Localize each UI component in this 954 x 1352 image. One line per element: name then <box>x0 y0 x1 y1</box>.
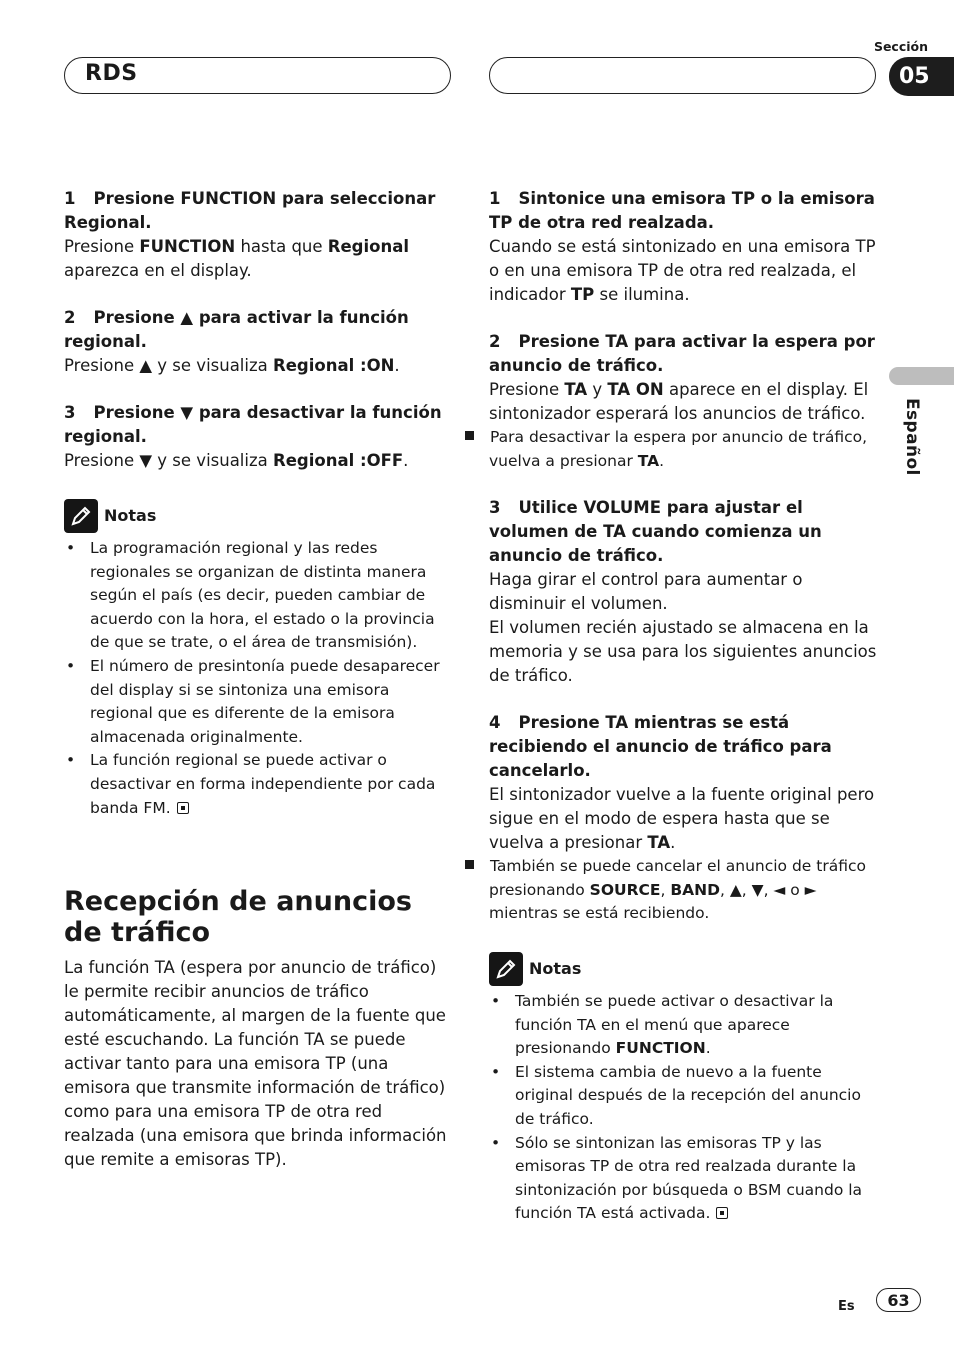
step-body: Presione ▼ y se visualiza Regional :OFF. <box>64 451 409 470</box>
page-number: 63 <box>876 1288 921 1312</box>
step-title: 2 Presione TA para activar la espera por anuncio de tráfico. <box>489 332 875 375</box>
section-heading: Recepción de anuncios de tráfico <box>64 886 412 949</box>
notes-header <box>489 952 877 986</box>
step-title: 4 Presione TA mientras se está recibiendo el anuncio de tráfico para cancelarlo. <box>489 713 832 781</box>
square-bullet-icon <box>465 860 474 869</box>
language-code: Es <box>838 1299 855 1314</box>
notes-header <box>64 499 454 533</box>
end-mark-icon <box>177 802 189 814</box>
list-item: • Sólo se sintonizan las emisoras TP y las emisoras TP de otra red realzada durante la sintonización por búsqueda o BSM cuando la función TA está activada. <box>489 1132 877 1226</box>
notes-label: Notas <box>104 506 157 525</box>
section-label: Sección <box>873 39 929 54</box>
step-body: El volumen recién ajustado se almacena en la memoria y se usa para los siguientes anuncios de tráfico. <box>489 618 877 686</box>
step-body: Cuando se está sintonizado en una emisora TP o en una emisora TP de otra red realzada, el indicador TP se ilumina. <box>489 237 876 304</box>
step-note: También se puede cancelar el anuncio de tráfico presionando SOURCE, BAND, ▲, ▼, ◄ o ► mientras se está recibiendo. <box>489 855 877 926</box>
language-label: Español <box>902 398 922 476</box>
list-item: • El sistema cambia de nuevo a la fuente original después de la recepción del anuncio de tráfico. <box>489 1061 877 1132</box>
list-item: • El número de presintonía puede desaparecer del display si se sintoniza una emisora regional que es diferente de la emisora almacenada originalmente. <box>64 655 454 749</box>
pencil-icon <box>64 499 98 533</box>
left-column <box>64 187 454 1172</box>
step-title: 1 Sintonice una emisora TP o la emisora TP de otra red realzada. <box>489 189 875 232</box>
step-title: 3 Utilice VOLUME para ajustar el volumen de TA cuando comienza un anuncio de tráfico. <box>489 498 822 566</box>
section-title: RDS <box>85 61 138 86</box>
list-item: • La función regional se puede activar o desactivar en forma independiente por cada banda FM. <box>64 749 454 820</box>
step-title: 2 Presione ▲ para activar la función regional. <box>64 308 409 351</box>
step-body: Presione TA y TA ON aparece en el display. El sintonizador esperará los anuncios de tráfico. <box>489 380 869 423</box>
notes-label: Notas <box>529 958 582 978</box>
square-bullet-icon <box>465 431 474 440</box>
language-tab <box>889 367 954 385</box>
step-body: Haga girar el control para aumentar o disminuir el volumen. <box>489 570 803 614</box>
step-body: Presione FUNCTION hasta que Regional aparezca en el display. <box>64 237 410 280</box>
list-item: • La programación regional y las redes regionales se organizan de distinta manera según el país (es decir, pueden cambiar de acuerdo con la hora, el estado o la provincia de que se trate, o el área de transmisión). <box>64 537 454 655</box>
notes-list <box>489 990 877 1226</box>
step-title: 1 Presione FUNCTION para seleccionar Regional. <box>64 189 436 232</box>
step-body: Presione ▲ y se visualiza Regional :ON. <box>64 356 400 375</box>
end-mark-icon <box>716 1207 728 1219</box>
empty-title-pill <box>489 57 876 94</box>
pencil-icon <box>489 952 523 986</box>
notes-list <box>64 537 454 820</box>
intro-paragraph: La función TA (espera por anuncio de tráfico) le permite recibir anuncios de tráfico automáticamente, al margen de la fuente que esté escuchando. La función TA se puede activar tanto para una emisora TP (una emisora que transmite información de tráfico) como para una emisora TP de otra red realzada (una emisora que brinda información que remite a emisoras TP). <box>64 958 447 1170</box>
step-note: Para desactivar la espera por anuncio de tráfico, vuelva a presionar TA. <box>489 426 877 473</box>
list-item: • También se puede activar o desactivar la función TA en el menú que aparece presionando FUNCTION. <box>489 990 877 1061</box>
right-column <box>489 187 877 1226</box>
step-title: 3 Presione ▼ para desactivar la función regional. <box>64 403 442 446</box>
section-title-pill <box>64 57 451 94</box>
step-body: El sintonizador vuelve a la fuente original pero sigue en el modo de espera hasta que se vuelva a presionar TA. <box>489 785 875 853</box>
section-number-badge: 05 <box>889 57 954 96</box>
